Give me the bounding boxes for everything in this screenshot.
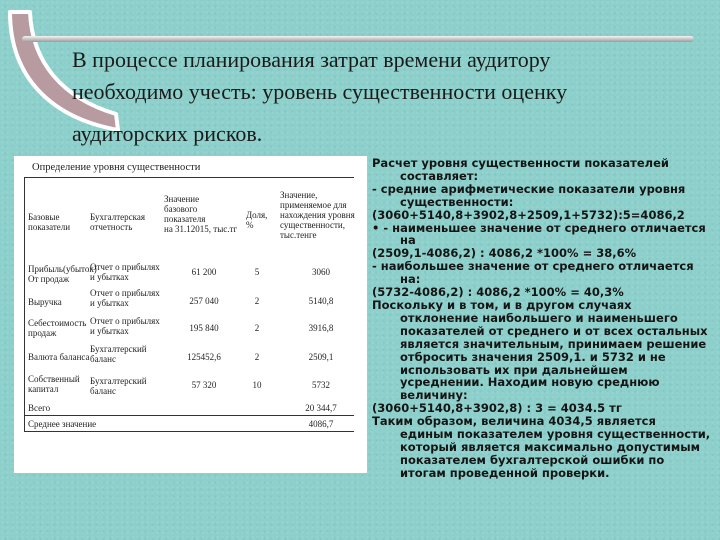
title-line-3: аудиторских рисков. <box>72 121 263 146</box>
row-share: 2 <box>254 296 260 306</box>
materiality-table <box>14 156 367 473</box>
row-value: 3916,8 <box>308 323 334 333</box>
header-accounting-report: Бухгалтерская отчетность <box>90 212 145 232</box>
calc-paragraph: Расчет уровня существенности показателей составляет: <box>372 156 669 183</box>
header-materiality-value: Значение, применяемое для нахождения уровня существенности, тыс.тенге <box>280 190 355 240</box>
row-indicator: Валюта баланса <box>28 352 90 362</box>
calc-paragraph: (5732-4086,2) : 4086,2 *100% = 40,3% <box>372 285 624 300</box>
row-value: 5140,8 <box>308 296 334 306</box>
calc-paragraph: (3060+5140,8+3902,8) : 3 = 4034.5 тг <box>372 401 622 416</box>
row-report: Отчет о прибылях и убытках <box>90 262 160 282</box>
table-rule <box>24 415 354 416</box>
row-share: 2 <box>254 352 260 362</box>
calculation-text <box>372 157 712 480</box>
title-underline-bar <box>22 36 694 42</box>
calc-paragraph: (2509,1-4086,2) : 4086,2 *100% = 38,6% <box>372 246 637 261</box>
row-share: 10 <box>252 380 262 390</box>
row-indicator: Выручка <box>28 297 62 307</box>
row-share: 5 <box>254 267 260 277</box>
header-base-indicators: Базовые показатели <box>28 212 71 232</box>
total-value: 20 344,7 <box>305 403 337 413</box>
row-report: Бухгалтерский баланс <box>90 376 147 396</box>
row-report: Отчет о прибылях и убытках <box>90 316 160 336</box>
calc-paragraph: - наибольшее значение от среднего отличается на: <box>372 259 694 287</box>
row-indicator: Собственный капитал <box>28 374 80 394</box>
row-indicator: Прибыль(убыток) От продаж <box>28 264 97 284</box>
calc-paragraph: Поскольку и в том, и в другом случаях отклонение наибольшего и наименьшего показателей от среднего и от всех остальных является значительным, принимаем решение отбросить значения 2509,1. и 5732 и не использовать их при дальнейшем усреднении. Находим новую среднюю величину: <box>372 297 708 403</box>
row-share: 2 <box>254 323 260 333</box>
row-value: 5732 <box>312 380 330 390</box>
calc-paragraph: (3060+5140,8+3902,8+2509,1+5732):5=4086,2 <box>372 207 685 222</box>
total-label: Всего <box>28 403 51 413</box>
average-value: 4086,7 <box>308 419 334 429</box>
calc-paragraph: - средние арифметические показатели уровня существенности: <box>372 181 686 209</box>
table-caption: Определение уровня существенности <box>32 162 201 173</box>
title-line-1: В процессе планирования затрат времени аудитору <box>72 47 551 72</box>
row-indicator: Себестоимость продаж <box>28 318 87 338</box>
row-base-value: 125452,6 <box>187 352 221 362</box>
title-line-2: необходимо учесть: уровень существенности оценку <box>72 79 568 104</box>
table-rule <box>24 431 354 432</box>
average-label: Среднее значение <box>28 419 97 429</box>
row-value: 3060 <box>312 267 330 277</box>
row-base-value: 257 040 <box>189 296 219 306</box>
header-share: Доля, % <box>246 210 268 230</box>
header-base-value: Значение базового показателя на 31.12015, тыс.тг <box>164 194 238 234</box>
row-value: 2509,1 <box>308 352 334 362</box>
table-rule <box>24 177 354 178</box>
row-base-value: 195 840 <box>189 323 219 333</box>
row-report: Отчет о прибылях и убытках <box>90 288 160 308</box>
row-base-value: 57 320 <box>191 380 217 390</box>
table-rule <box>24 177 25 431</box>
calc-paragraph: Таким образом, величина 4034,5 является единым показателем уровня существенности, который является максимально допустимым показателем бухгалтерской ошибки по итогам проведенной проверки. <box>372 414 711 480</box>
row-report: Бухгалтерский баланс <box>90 344 147 364</box>
row-base-value: 61 200 <box>191 267 217 277</box>
slide-title <box>72 44 632 150</box>
calc-paragraph: • - наименьшее значение от среднего отличается на <box>372 220 706 248</box>
